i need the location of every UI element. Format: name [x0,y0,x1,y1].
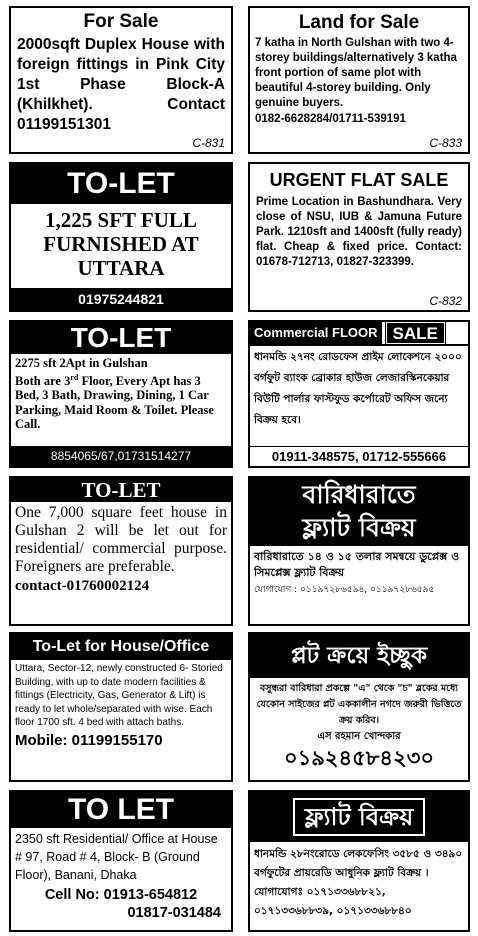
ad-title: To-Let for House/Office [32,638,210,655]
ad-tolet-house-office [9,632,233,782]
ad-code: C-832 [429,294,462,308]
ad-title: Commercial FLOOR [250,322,382,344]
ad-body: 2350 sft Residential/ Office at House # 97, Road # 4, Block- B (Ground Floor), Banani, Dhaka [15,832,218,882]
ad-flat-sale-dhanmondi [248,790,470,932]
ad-tolet-uttara [9,162,233,312]
ad-body: 7 katha in North Gulshan with two 4-storey buildings/alternatively 3 katha front portion of same plot with beautiful 4-storey building. Only genuine buyers. [255,37,457,109]
ad-title: TO-LET [67,167,175,200]
ad-plot-purchase [248,632,470,782]
ad-title: URGENT FLAT SALE [269,170,449,190]
ad-tolet-gulshan-apt [9,320,233,468]
ad-body-line-3: Floor, Every Apt has 3 Bed, 3 Bath, Drawing, Dining, 1 Car Parking, Maid Room & Toilet. Please Call. [15,373,214,432]
ad-title: Land for Sale [298,12,420,33]
ad-title-bar [250,792,468,842]
ad-body [11,354,231,434]
ad-phone: Mobile: 01199155170 [15,731,163,749]
ad-body: বারিধারাতে ১৪ ও ১৫ তলার সমন্বয়ে ডুপ্লেক্স ও সিমপ্লেক্স ফ্ল্যাট বিক্রয় [254,550,460,579]
ad-phone: 8854065/67,01731514277 [11,446,231,466]
ad-body: Uttara, Sector-12, newly constructed 6- Storied Building, with up to date modern facilities & fittings (Electricity, Gas, Generator & Lift) is ready to let whole/separated with wise. Each floor 1700 sft. 4 bed with attach baths. [15,663,223,728]
ad-title: প্লট ক্রয়ে ইচ্ছুক [290,643,428,669]
ad-body: বসুন্ধরা বারিধারা প্রকল্পে "এ" থেকে "চ" ব্লকের মধ্যে যেকোন সাইজের প্লট এককালীন নগদে জরুরী ভিত্তিতে ক্রয় করিব। [256,683,462,726]
ad-for-sale [9,6,233,154]
ad-commercial-floor [248,320,470,468]
ad-title: TO-LET [81,478,161,502]
ad-title: For Sale [83,11,159,32]
ad-code: C-831 [192,136,225,150]
ad-urgent-flat-sale [248,162,470,312]
ad-title-line-2: ফ্ল্যাট বিক্রয় [302,513,416,542]
ad-tolet-banani [9,790,233,932]
ad-title-bar [11,792,231,828]
ad-contact: contact-01760002124 [15,578,150,594]
ad-title-line-1: বারিধারাতে [302,480,416,509]
ad-body: 1,225 SFT FULL FURNISHED AT UTTARA [43,208,199,280]
ad-name: এস রহমান খোন্দকার [317,731,401,742]
ad-title-bar [250,634,468,678]
ad-tolet-gulshan2 [9,476,233,626]
sale-badge: SALE [386,322,445,344]
ad-body-sup: rd [70,372,79,382]
ad-title-bar [11,478,231,502]
ad-body-line-2: Both are 3 [15,373,71,388]
ad-title-bar [11,322,231,354]
ad-title-bar [250,478,468,546]
ad-body-line-1: 2275 sft 2Apt in Gulshan [15,356,148,370]
ad-phone: 0182-6628284/01711-539191 [255,113,406,125]
ad-land-for-sale [248,6,470,154]
ad-phone-2: 01817-031484 [127,905,221,921]
ad-phone-1: Cell No: 01913-654812 [44,887,198,903]
ad-title: TO LET [67,793,175,826]
ad-title: ফ্ল্যাট বিক্রয় [293,798,426,836]
ad-title-bar [11,164,231,204]
ad-body: Prime Location in Bashundhara. Very close of NSU, IUB & Jamuna Future Park. 1210sft and 1400sft (fully ready) flat. Cheap & fixed price. Contact: 01678-712713, 01827-323399. [256,196,462,268]
ad-baridhara-flat [248,476,470,626]
ad-body: ধানমন্ডি ২৮নংরোডে লেকফেসিং ৩৫৮৫ ও ৩৪৯০ বর্গফুটের প্রায়রেডি আধুনিক ফ্ল্যাট বিক্রয় । যোগাযোগঃ ০১৭১৩৩৬৮৮২১, ০১৭১৩৩৬৮৮৩৯, ০১৭১৩৩৬৮৮৪০ [254,848,463,917]
ad-title-row [250,322,468,346]
ad-body: ধানমন্ডি ২৭নং রোডফেস প্রাইম লোকেশনে ২০০০ বর্গফুট ব্যাংক ব্রোকার হাউজ লেজারস্কিনকেয়ার বিউটি পার্লার ফাস্টফুড কর্পোরেট অফিস জন্যে বিক্রয় হবে। [254,351,462,426]
ad-phone: 01911-348575, 01712-555666 [250,446,468,466]
ad-title: TO-LET [70,322,172,353]
ad-body: One 7,000 square feet house in Gulshan 2 will be let out for residential/ commercial purpose. Foreigners are preferable. [15,504,227,575]
ad-phone: 01975244821 [11,288,231,310]
ad-code: C-833 [429,136,462,150]
ad-phone: ০১৯২৪৫৮৪২৩০ [283,746,435,770]
ad-phone: যোগাযোগ : ০১১৯৭২৮৬৫৯৪, ০১১৯৭২৮৬৫৯৫ [254,585,435,595]
ad-title-bar [11,634,231,660]
ad-body: 2000sqft Duplex House with foreign fittings in Pink City 1st Phase Block-A (Khilkhet). Contact 01199151301 [17,36,225,133]
